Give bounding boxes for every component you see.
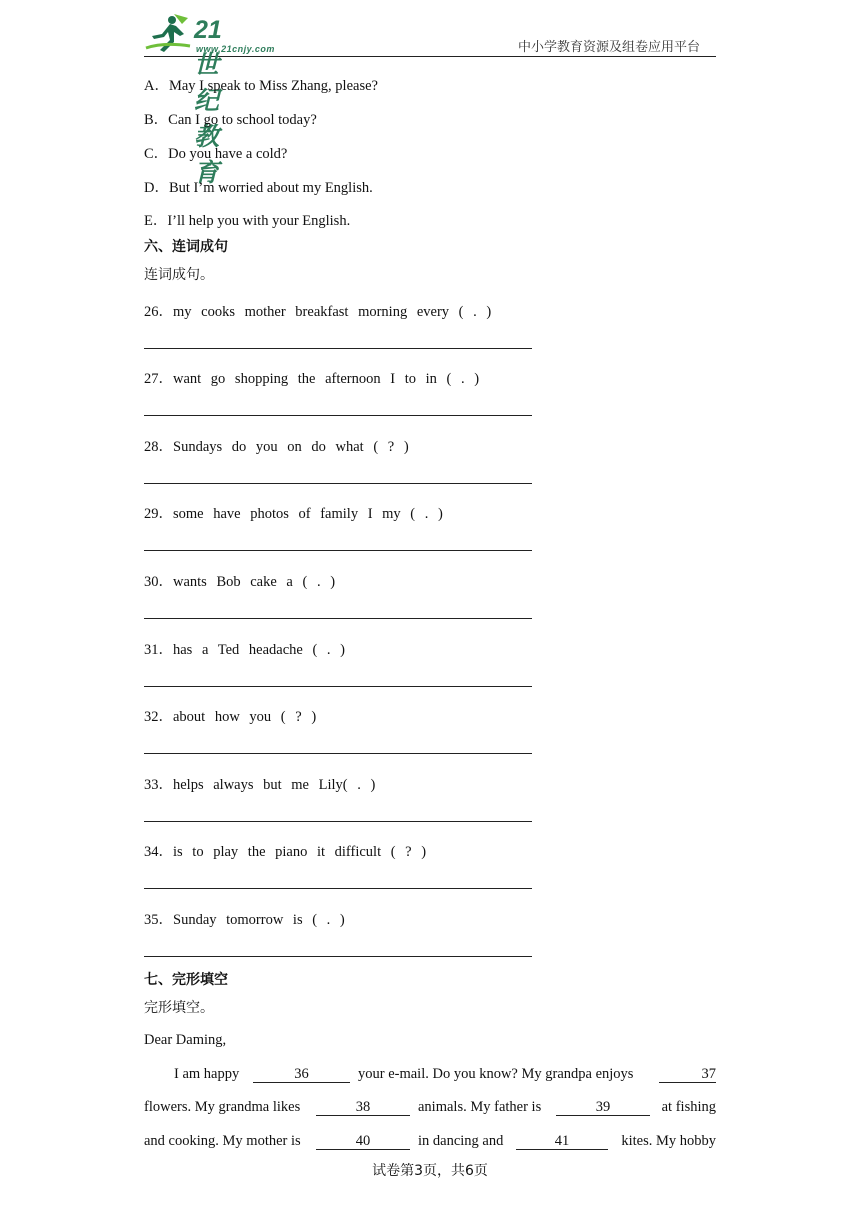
blank-38[interactable]: 38 [316, 1099, 410, 1116]
platform-name: 中小学教育资源及组卷应用平台 [517, 40, 700, 55]
blank-41[interactable]: 41 [516, 1133, 608, 1150]
question-33: 33．helps always but me Lily( . ) [144, 777, 376, 793]
cloze-text: I am happy [174, 1066, 240, 1082]
letter-greeting: Dear Daming, [144, 1032, 227, 1048]
blank-36[interactable]: 36 [253, 1066, 350, 1083]
question-26: 26．my cooks mother breakfast morning every ( . ) [144, 304, 492, 320]
page-footer: 试卷第3页，共6页 [372, 1163, 488, 1179]
logo-text: 21世纪教育 [194, 16, 222, 187]
cloze-text: and cooking. My mother is [144, 1133, 301, 1149]
question-31: 31．has a Ted headache ( . ) [144, 642, 345, 658]
option-a: A．May I speak to Miss Zhang, please? [144, 78, 378, 94]
cloze-text: kites. My hobby [621, 1133, 716, 1149]
answer-line-28[interactable] [144, 483, 532, 484]
question-30: 30．wants Bob cake a ( . ) [144, 574, 336, 590]
answer-line-32[interactable] [144, 753, 532, 754]
question-35: 35．Sunday tomorrow is ( . ) [144, 912, 345, 928]
section-6-title: 六、连词成句 [144, 239, 228, 255]
runner-logo-icon [144, 12, 196, 54]
cloze-text: in dancing and [418, 1133, 504, 1149]
answer-line-34[interactable] [144, 888, 532, 889]
section-6-instruction: 连词成句。 [144, 267, 214, 283]
section-7-instruction: 完形填空。 [144, 1000, 214, 1016]
answer-line-26[interactable] [144, 348, 532, 349]
blank-40[interactable]: 40 [316, 1133, 410, 1150]
answer-line-27[interactable] [144, 415, 532, 416]
answer-line-29[interactable] [144, 550, 532, 551]
question-27: 27．want go shopping the afternoon I to in ( . ) [144, 371, 480, 387]
option-e: E．I’ll help you with your English. [144, 213, 351, 229]
answer-line-30[interactable] [144, 618, 532, 619]
blank-39[interactable]: 39 [556, 1099, 650, 1116]
answer-line-31[interactable] [144, 686, 532, 687]
question-28: 28．Sundays do you on do what ( ? ) [144, 439, 409, 455]
logo-url: www.21cnjy.com [196, 44, 275, 54]
cloze-text: your e-mail. Do you know? My grandpa enjoys [358, 1066, 634, 1082]
question-34: 34．is to play the piano it difficult ( ? ) [144, 844, 427, 860]
option-d: D．But I’m worried about my English. [144, 180, 373, 196]
question-32: 32．about how you ( ? ) [144, 709, 317, 725]
question-29: 29．some have photos of family I my ( . ) [144, 506, 443, 522]
section-7-title: 七、完形填空 [144, 972, 228, 988]
cloze-text: flowers. My grandma likes [144, 1099, 301, 1115]
cloze-text: at fishing [661, 1099, 716, 1115]
option-c: C．Do you have a cold? [144, 146, 288, 162]
cloze-text: animals. My father is [418, 1099, 542, 1115]
option-b: B．Can I go to school today? [144, 112, 317, 128]
answer-line-35[interactable] [144, 956, 532, 957]
answer-line-33[interactable] [144, 821, 532, 822]
blank-37[interactable]: 37 [659, 1066, 716, 1083]
